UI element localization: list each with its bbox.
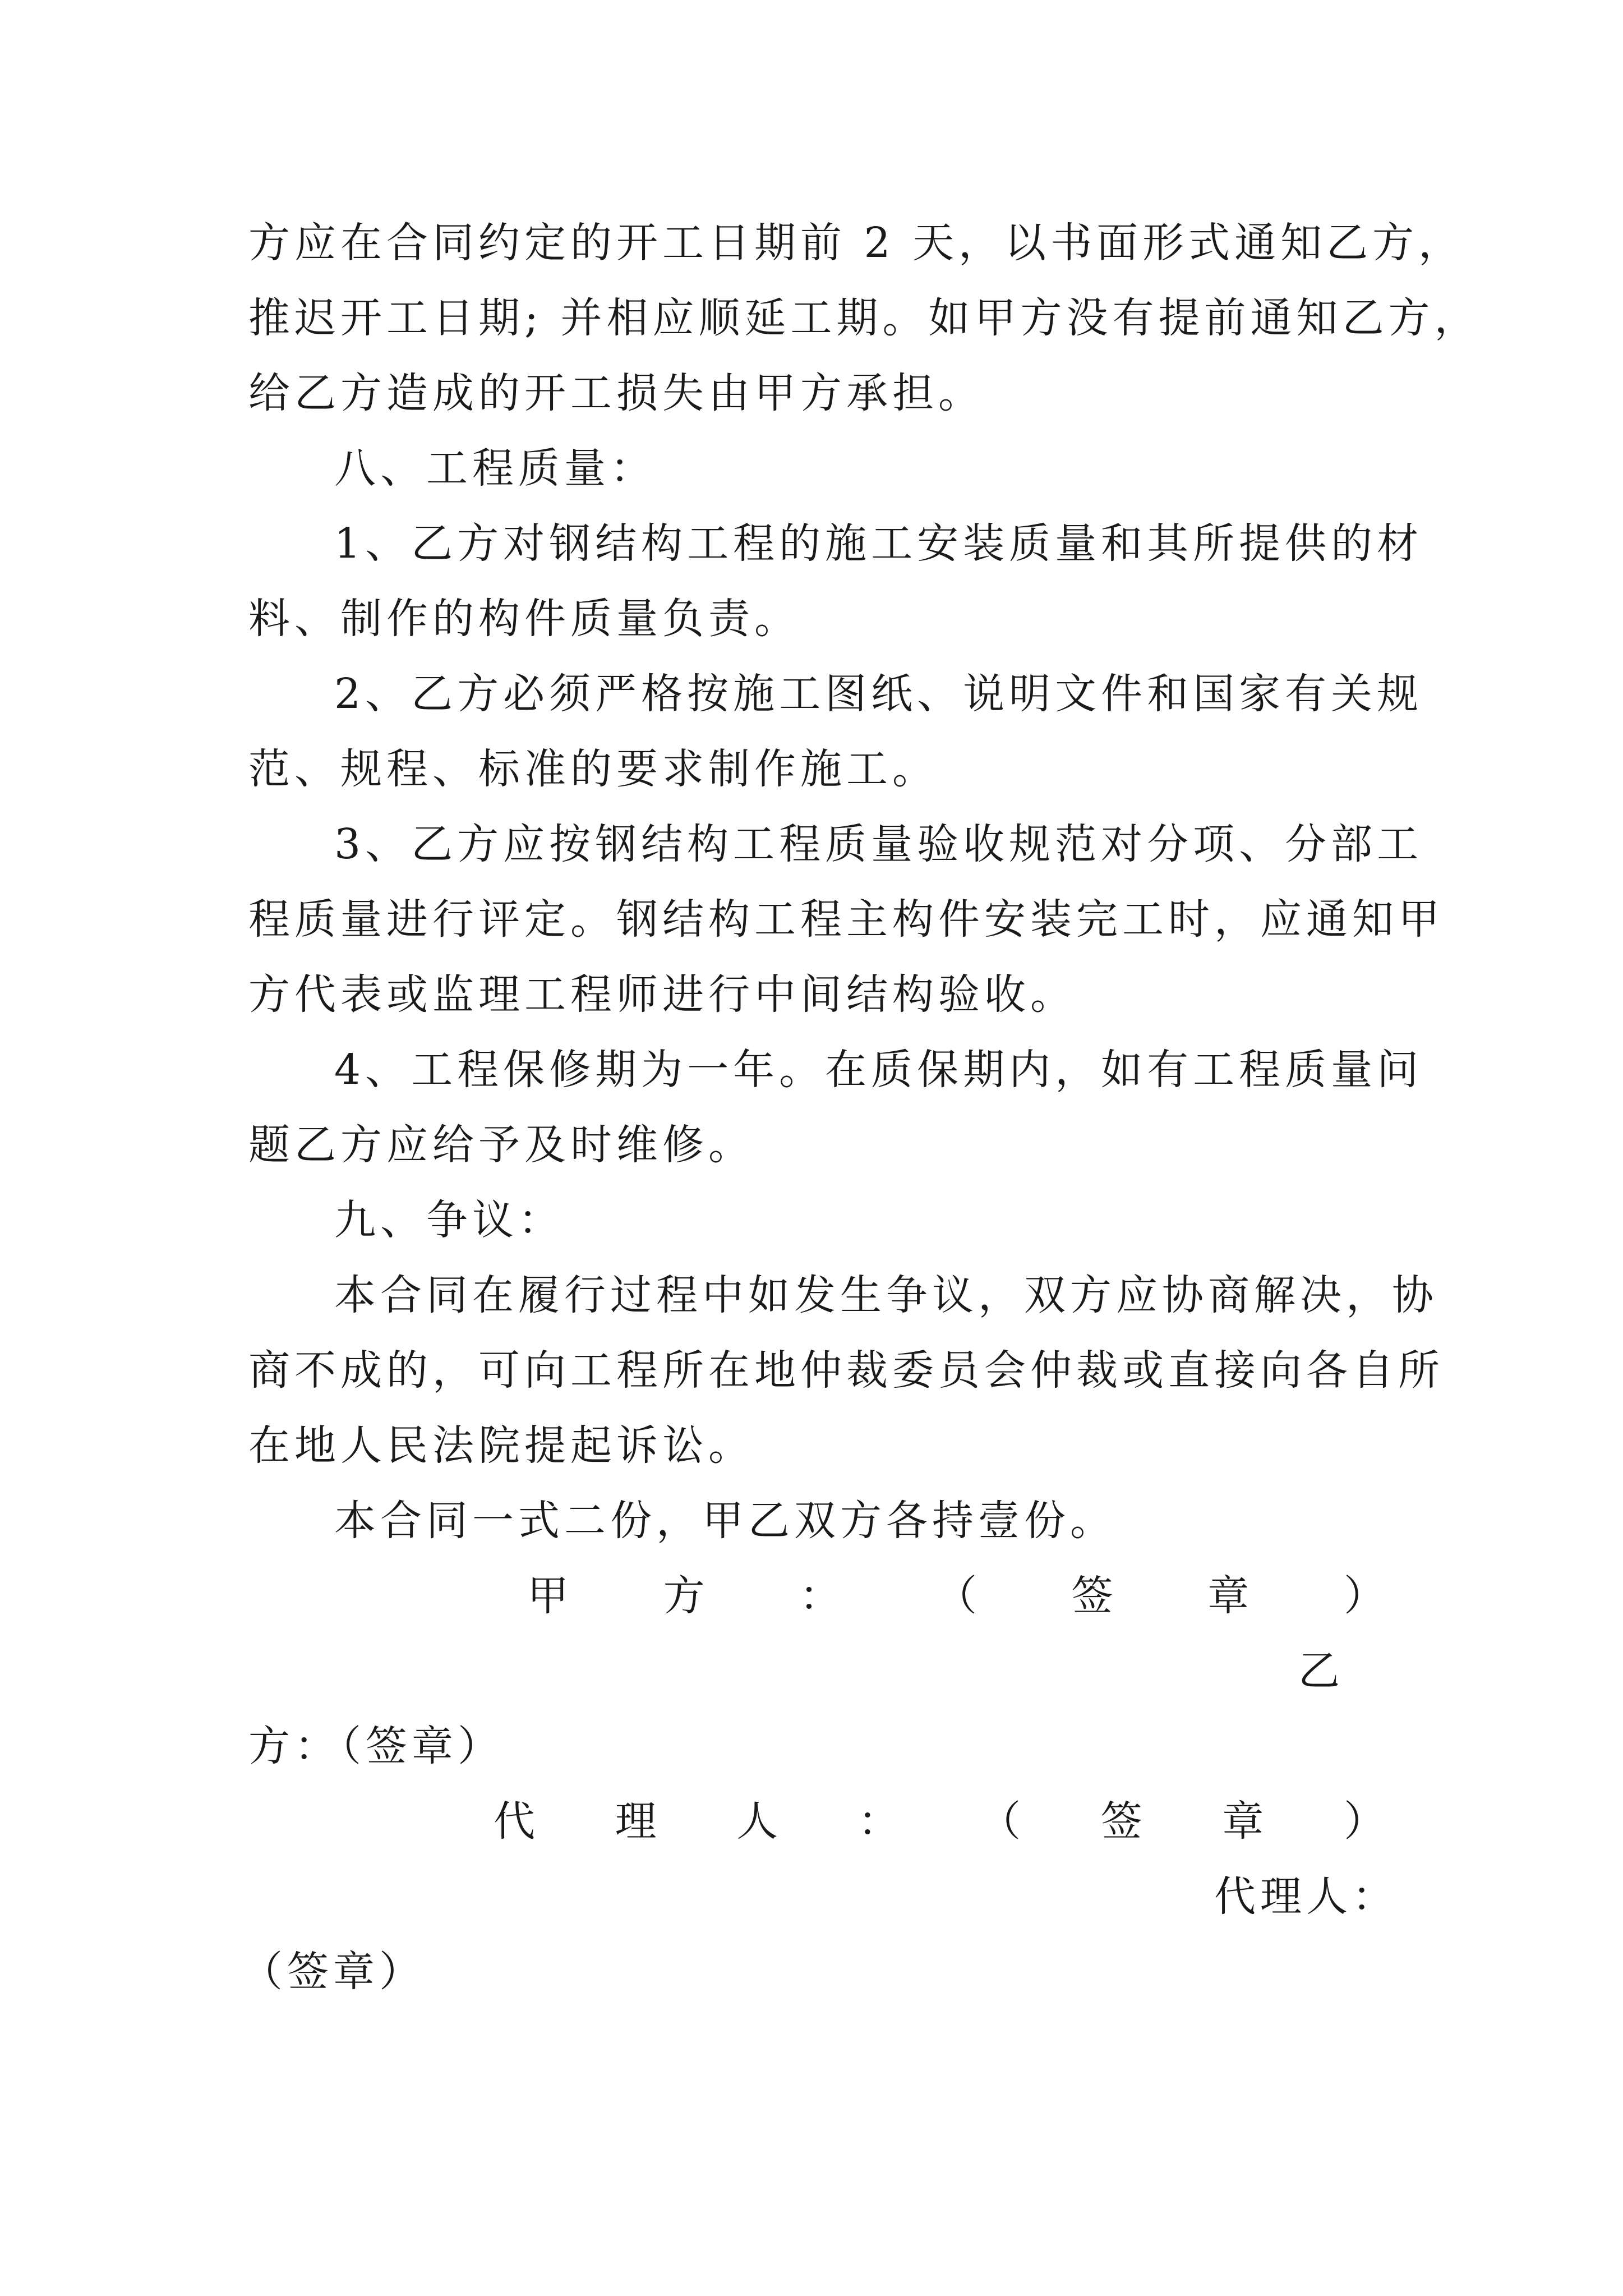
text-line: 本合同一式二份，甲乙双方各持壹份。 xyxy=(334,1497,1116,1545)
section-heading-quality: 八、工程质量： xyxy=(334,444,656,493)
sig-char: ： xyxy=(857,1797,900,1846)
sig-char: 甲 xyxy=(527,1572,569,1620)
party-b-signature-tail: 方：（签章） xyxy=(248,1722,504,1770)
sig-char: ） xyxy=(1343,1572,1385,1620)
text-line: 方应在合同约定的开工日期前 2 天，以书面形式通知乙方， xyxy=(248,219,1465,267)
text-line: 料、制作的构件质量负责。 xyxy=(248,595,800,643)
agent-b-signature-head: 代理人： xyxy=(1214,1872,1398,1921)
sig-char: 章 xyxy=(1207,1572,1249,1620)
text-line: 在地人民法院提起诉讼。 xyxy=(248,1421,754,1470)
text-line: 方代表或监理工程师进行中间结构验收。 xyxy=(248,970,1076,1019)
text-line: 题乙方应给予及时维修。 xyxy=(248,1121,754,1169)
text-line: 范、规程、标准的要求制作施工。 xyxy=(248,745,938,793)
sig-char: ） xyxy=(1343,1797,1385,1846)
sig-char: （ xyxy=(979,1797,1021,1846)
text-line: 推迟开工日期; 并相应顺延工期。如甲方没有提前通知乙方， xyxy=(248,294,1481,342)
sig-char: 人 xyxy=(736,1797,778,1846)
text-line: 商不成的，可向工程所在地仲裁委员会仲裁或直接向各自所 xyxy=(248,1346,1444,1395)
text-line: 程质量进行评定。钢结构工程主构件安装完工时，应通知甲 xyxy=(248,895,1444,944)
sig-char: 签 xyxy=(1100,1797,1142,1846)
sig-char: 代 xyxy=(494,1797,535,1846)
text-line: 3、乙方应按钢结构工程质量验收规范对分项、分部工 xyxy=(334,820,1423,868)
sig-char: （ xyxy=(935,1572,977,1620)
sig-char: 方 xyxy=(663,1572,705,1620)
sig-char: 签 xyxy=(1071,1572,1113,1620)
text-line: 2、乙方必须严格按施工图纸、说明文件和国家有关规 xyxy=(334,670,1423,718)
section-heading-dispute: 九、争议： xyxy=(334,1196,564,1244)
sig-char: ： xyxy=(799,1572,841,1620)
agent-a-signature xyxy=(494,1793,1385,1849)
text-line: 1、乙方对钢结构工程的施工安装质量和其所提供的材 xyxy=(334,519,1423,568)
sig-char: 理 xyxy=(615,1797,657,1846)
text-line: 4、工程保修期为一年。在质保期内，如有工程质量问 xyxy=(334,1046,1423,1094)
sig-char: 章 xyxy=(1222,1797,1264,1846)
party-b-signature-head: 乙 xyxy=(1298,1647,1344,1695)
party-a-signature xyxy=(527,1568,1385,1624)
text-line: 本合同在履行过程中如发生争议，双方应协商解决，协 xyxy=(334,1271,1438,1319)
text-line: 给乙方造成的开工损失由甲方承担。 xyxy=(248,369,984,417)
agent-b-signature-tail: （签章） xyxy=(241,1948,425,1996)
